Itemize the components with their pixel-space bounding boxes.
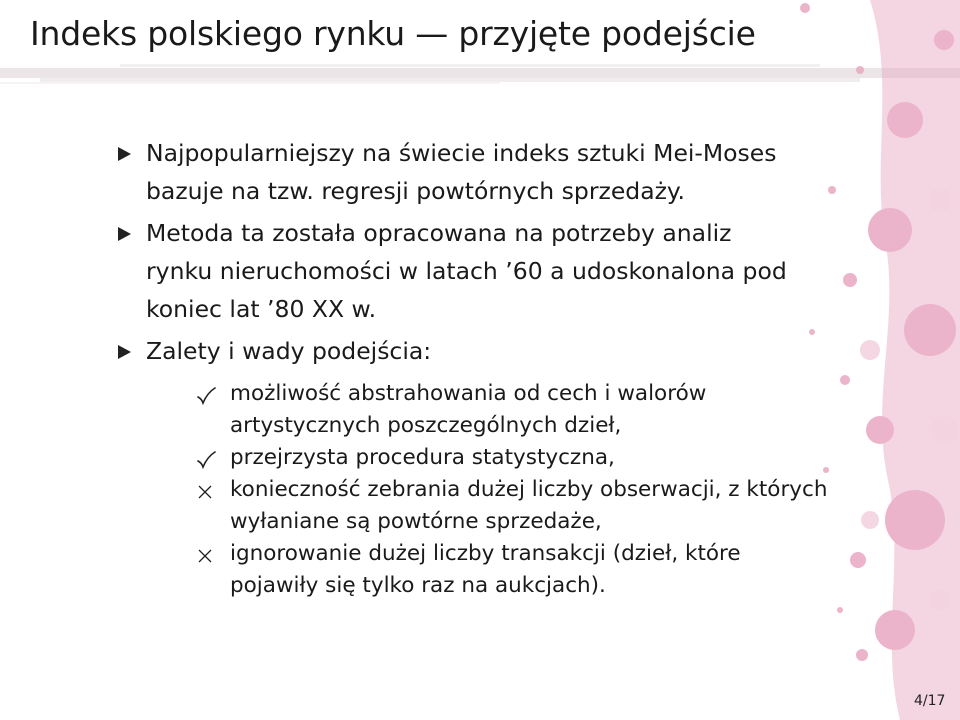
- triangle-bullet-icon: [118, 345, 131, 359]
- cross-icon: [196, 547, 214, 565]
- bullet-line: Zalety i wady podejścia:: [146, 337, 432, 365]
- pro-item: [196, 378, 808, 442]
- pro-item: [196, 442, 808, 474]
- sub-item-line: możliwość abstrahowania od cech i walorów: [230, 381, 707, 406]
- checkmark-icon: [196, 387, 216, 405]
- sub-item-line: pojawiły się tylko raz na aukcjach).: [230, 573, 606, 598]
- slide-content: [118, 134, 828, 602]
- sub-item-line: przejrzysta procedura statystyczna,: [230, 445, 615, 470]
- bullet-item: [118, 332, 828, 602]
- con-item: [196, 538, 808, 602]
- sub-list: [196, 378, 828, 602]
- bullet-item: [118, 214, 808, 328]
- checkmark-icon: [196, 451, 216, 469]
- slide-title: Indeks polskiego rynku — przyjęte podejście: [30, 14, 756, 53]
- bullet-line: Najpopularniejszy na świecie indeks sztuki Mei-Moses: [146, 139, 777, 167]
- cross-icon: [196, 483, 214, 501]
- sub-item-line: wyłaniane są powtórne sprzedaże,: [230, 509, 602, 534]
- bullet-line: Metoda ta została opracowana na potrzeby analiz: [146, 219, 732, 247]
- sub-item-line: konieczność zebrania dużej liczby obserwacji, z których: [230, 477, 828, 502]
- page-number: 4/17: [914, 693, 946, 709]
- sub-item-line: artystycznych poszczególnych dzieł,: [230, 413, 622, 438]
- sub-item-line: ignorowanie dużej liczby transakcji (dzieł, które: [230, 541, 741, 566]
- bullet-line: rynku nieruchomości w latach ’60 a udoskonalona pod: [146, 257, 787, 285]
- triangle-bullet-icon: [118, 147, 131, 161]
- bullet-item: [118, 134, 808, 210]
- bullet-line: bazuje na tzw. regresji powtórnych sprzedaży.: [146, 177, 685, 205]
- triangle-bullet-icon: [118, 227, 131, 241]
- bullet-line: koniec lat ’80 XX w.: [146, 295, 377, 323]
- con-item: [196, 474, 828, 538]
